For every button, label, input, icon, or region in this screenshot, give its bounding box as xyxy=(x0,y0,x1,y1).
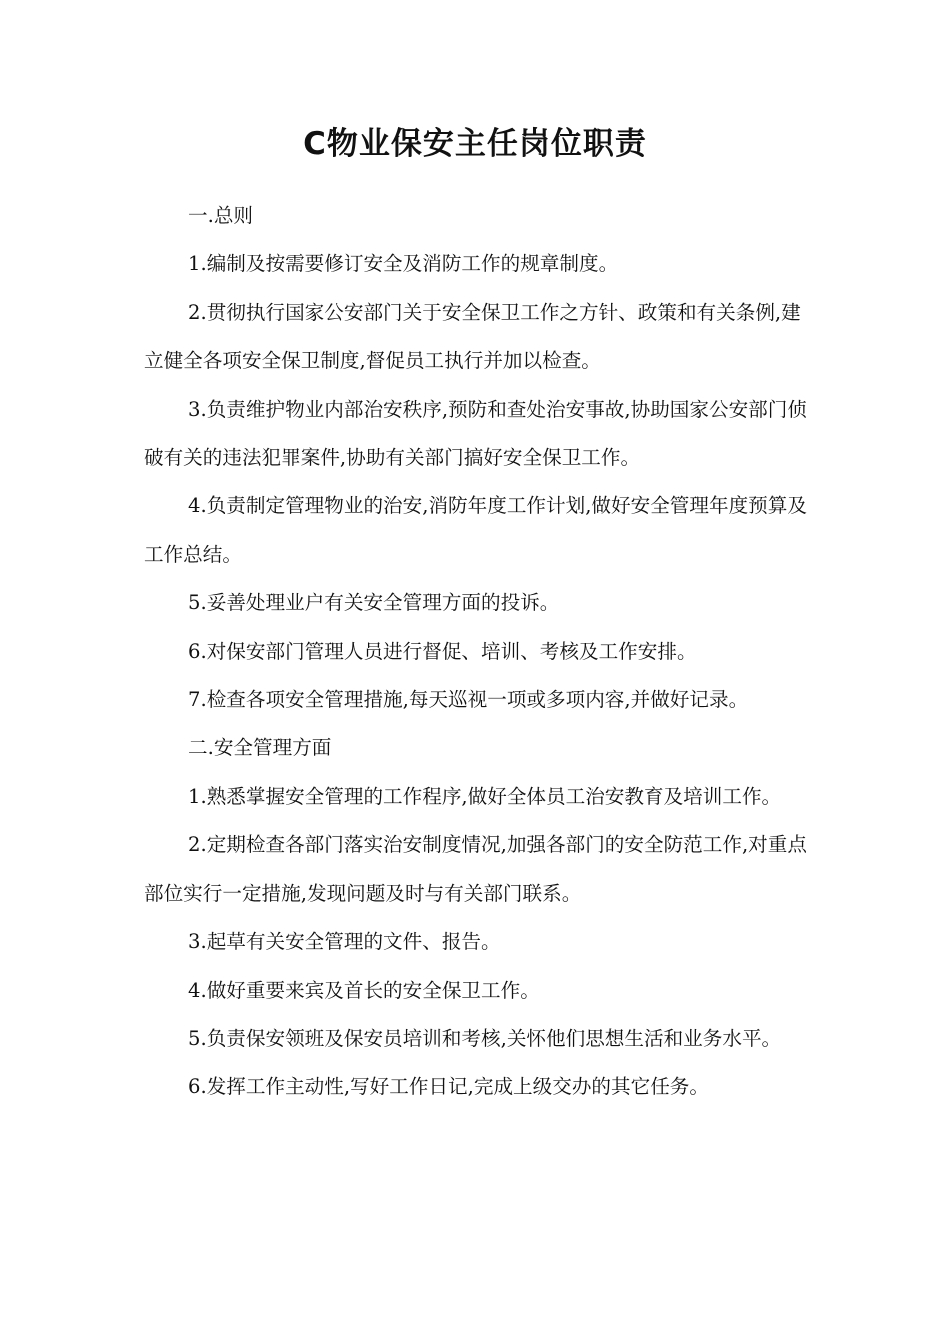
paragraph: 6.对保安部门管理人员进行督促、培训、考核及工作安排。 xyxy=(188,639,697,663)
document-title: C物业保安主任岗位职责 xyxy=(303,126,647,162)
paragraph: 5.妥善处理业户有关安全管理方面的投诉。 xyxy=(188,591,560,615)
paragraph: 2.定期检查各部门落实治安制度情况,加强各部门的安全防范工作,对重点部位实行一定措施,发现问题及时与有关部门联系。 xyxy=(144,833,807,905)
paragraph: 3.起草有关安全管理的文件、报告。 xyxy=(188,930,501,954)
paragraph: 7.检查各项安全管理措施,每天巡视一项或多项内容,并做好记录。 xyxy=(188,688,749,712)
paragraph: 1.编制及按需要修订安全及消防工作的规章制度。 xyxy=(188,252,619,276)
paragraph: 1.熟悉掌握安全管理的工作程序,做好全体员工治安教育及培训工作。 xyxy=(188,784,782,808)
document-body xyxy=(144,192,810,1112)
paragraph: 4.负责制定管理物业的治安,消防年度工作计划,做好安全管理年度预算及工作总结。 xyxy=(144,494,807,566)
section-heading-security: 二.安全管理方面 xyxy=(188,736,332,760)
paragraph: 3.负责维护物业内部治安秩序,预防和查处治安事故,协助国家公安部门侦破有关的违法犯罪案件,协助有关部门搞好安全保卫工作。 xyxy=(144,397,807,470)
paragraph: 4.做好重要来宾及首长的安全保卫工作。 xyxy=(188,978,540,1002)
section-heading-general: 一.总则 xyxy=(188,204,254,227)
paragraph: 2.贯彻执行国家公安部门关于安全保卫工作之方针、政策和有关条例,建立健全各项安全保卫制度,督促员工执行并加以检查。 xyxy=(144,300,801,373)
paragraph: 6.发挥工作主动性,写好工作日记,完成上级交办的其它任务。 xyxy=(188,1075,709,1099)
paragraph: 5.负责保安领班及保安员培训和考核,关怀他们思想生活和业务水平。 xyxy=(188,1026,782,1050)
